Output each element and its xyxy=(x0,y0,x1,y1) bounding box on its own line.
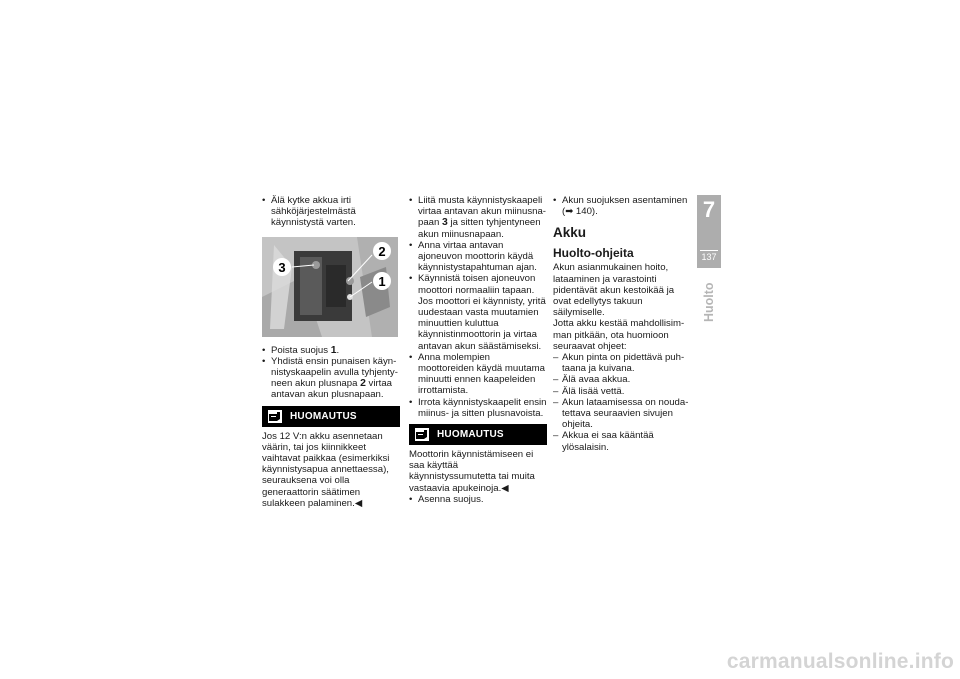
notice-text: Moottorin käynnistämiseen ei saa käyttää käynnistyssumutetta tai muita vastaavia apukeinoja.◀ xyxy=(409,449,535,494)
list-item: • Akun suojuksen asentaminen (➡ 140). xyxy=(553,195,689,217)
notice-text: Jos 12 V:n akku asennetaan väärin, tai jos kiinnikkeet vaihtavat paikkaa (esimerkiksi käynnistysapua annettaessa), seurauksena voi olla generaattorin säätimen sulakkeen palaminen.◀ xyxy=(262,430,390,509)
callout-1: 1 xyxy=(378,273,386,289)
notice-header xyxy=(262,406,400,427)
notice-label: HUOMAUTUS xyxy=(437,428,504,440)
watermark: carmanualsonline.info xyxy=(726,650,954,673)
list-item: • Anna molempien moottoreiden käydä muutama minuutti ennen kaapeleiden irrottamista. xyxy=(409,352,547,397)
battery-photo-illustration xyxy=(262,237,398,337)
paragraph: Akun asianmukainen hoito, lataaminen ja varastointi pidentävät akun kestoikää ja ovat edellytys takuun säilymiselle. xyxy=(553,262,675,319)
section-heading: Akku xyxy=(553,225,587,241)
callout-2: 2 xyxy=(378,243,386,259)
chapter-number: 7 xyxy=(702,197,716,222)
list-item: – Akkua ei saa kääntää ylösalaisin. xyxy=(553,430,689,452)
steps-list-2 xyxy=(409,195,547,419)
subsection-heading: Huolto-ohjeita xyxy=(553,246,634,261)
column-1 xyxy=(262,195,400,509)
column-2 xyxy=(409,195,547,505)
chapter-tab xyxy=(697,195,721,268)
column-3 xyxy=(553,195,689,453)
battery-photo xyxy=(262,237,398,337)
ref-list xyxy=(553,195,689,217)
list-item: • Poista suojus 1. xyxy=(262,345,400,356)
list-item: – Älä lisää vettä. xyxy=(553,386,689,397)
list-item: – Akun lataamisessa on noudatettava seuraavien sivujen ohjeita. xyxy=(553,397,689,431)
paragraph: Jotta akku kestää mahdollisimman pitkään, ota huomioon seuraavat ohjeet: xyxy=(553,318,685,352)
dash-list xyxy=(553,352,689,453)
list-item: • Älä kytke akkua irti sähköjärjestelmästä käynnistystä varten. xyxy=(262,195,400,229)
notice-label: HUOMAUTUS xyxy=(290,410,357,422)
list-item: • Yhdistä ensin punaisen käynnistyskaapelin avulla tyhjentyneen akun plusnapa 2 virtaa antavan akun plusnapaan. xyxy=(262,356,400,401)
list-item: • Anna virtaa antavan ajoneuvon moottorin käydä käynnistystapahtuman ajan. xyxy=(409,240,547,274)
steps-list-1 xyxy=(262,345,400,401)
intro-list xyxy=(262,195,400,229)
notice-header xyxy=(409,424,547,445)
callout-3: 3 xyxy=(278,259,286,275)
list-item: – Akun pinta on pidettävä puhtaana ja kuivana. xyxy=(553,352,689,374)
list-item: • Asenna suojus. xyxy=(409,494,547,505)
end-mark-icon: ◀ xyxy=(501,482,509,494)
notice-hand-icon xyxy=(415,428,429,441)
list-item: • Käynnistä toisen ajoneuvon moottori normaaliin tapaan. Jos moottori ei käynnisty, yritä uudestaan vasta muutamien minuuttien kuluttua käynnistinmoottorin ja virtaa antavan akun säästämiseksi. xyxy=(409,273,547,351)
side-section-label: Huolto xyxy=(702,282,716,322)
end-mark-icon: ◀ xyxy=(354,497,363,509)
page-reference: (➡ 140). xyxy=(562,206,598,218)
list-item: • Liitä musta käynnistyskaapeli virtaa antavan akun miinusnapaan 3 ja sitten tyhjentyneen akun miinusnapaan. xyxy=(409,195,547,240)
final-list xyxy=(409,494,547,505)
list-item: • Irrota käynnistyskaapelit ensin miinus- ja sitten plusnavoista. xyxy=(409,397,547,419)
notice-hand-icon xyxy=(268,410,282,423)
list-item: – Älä avaa akkua. xyxy=(553,374,689,385)
page-number: 137 xyxy=(701,252,717,262)
